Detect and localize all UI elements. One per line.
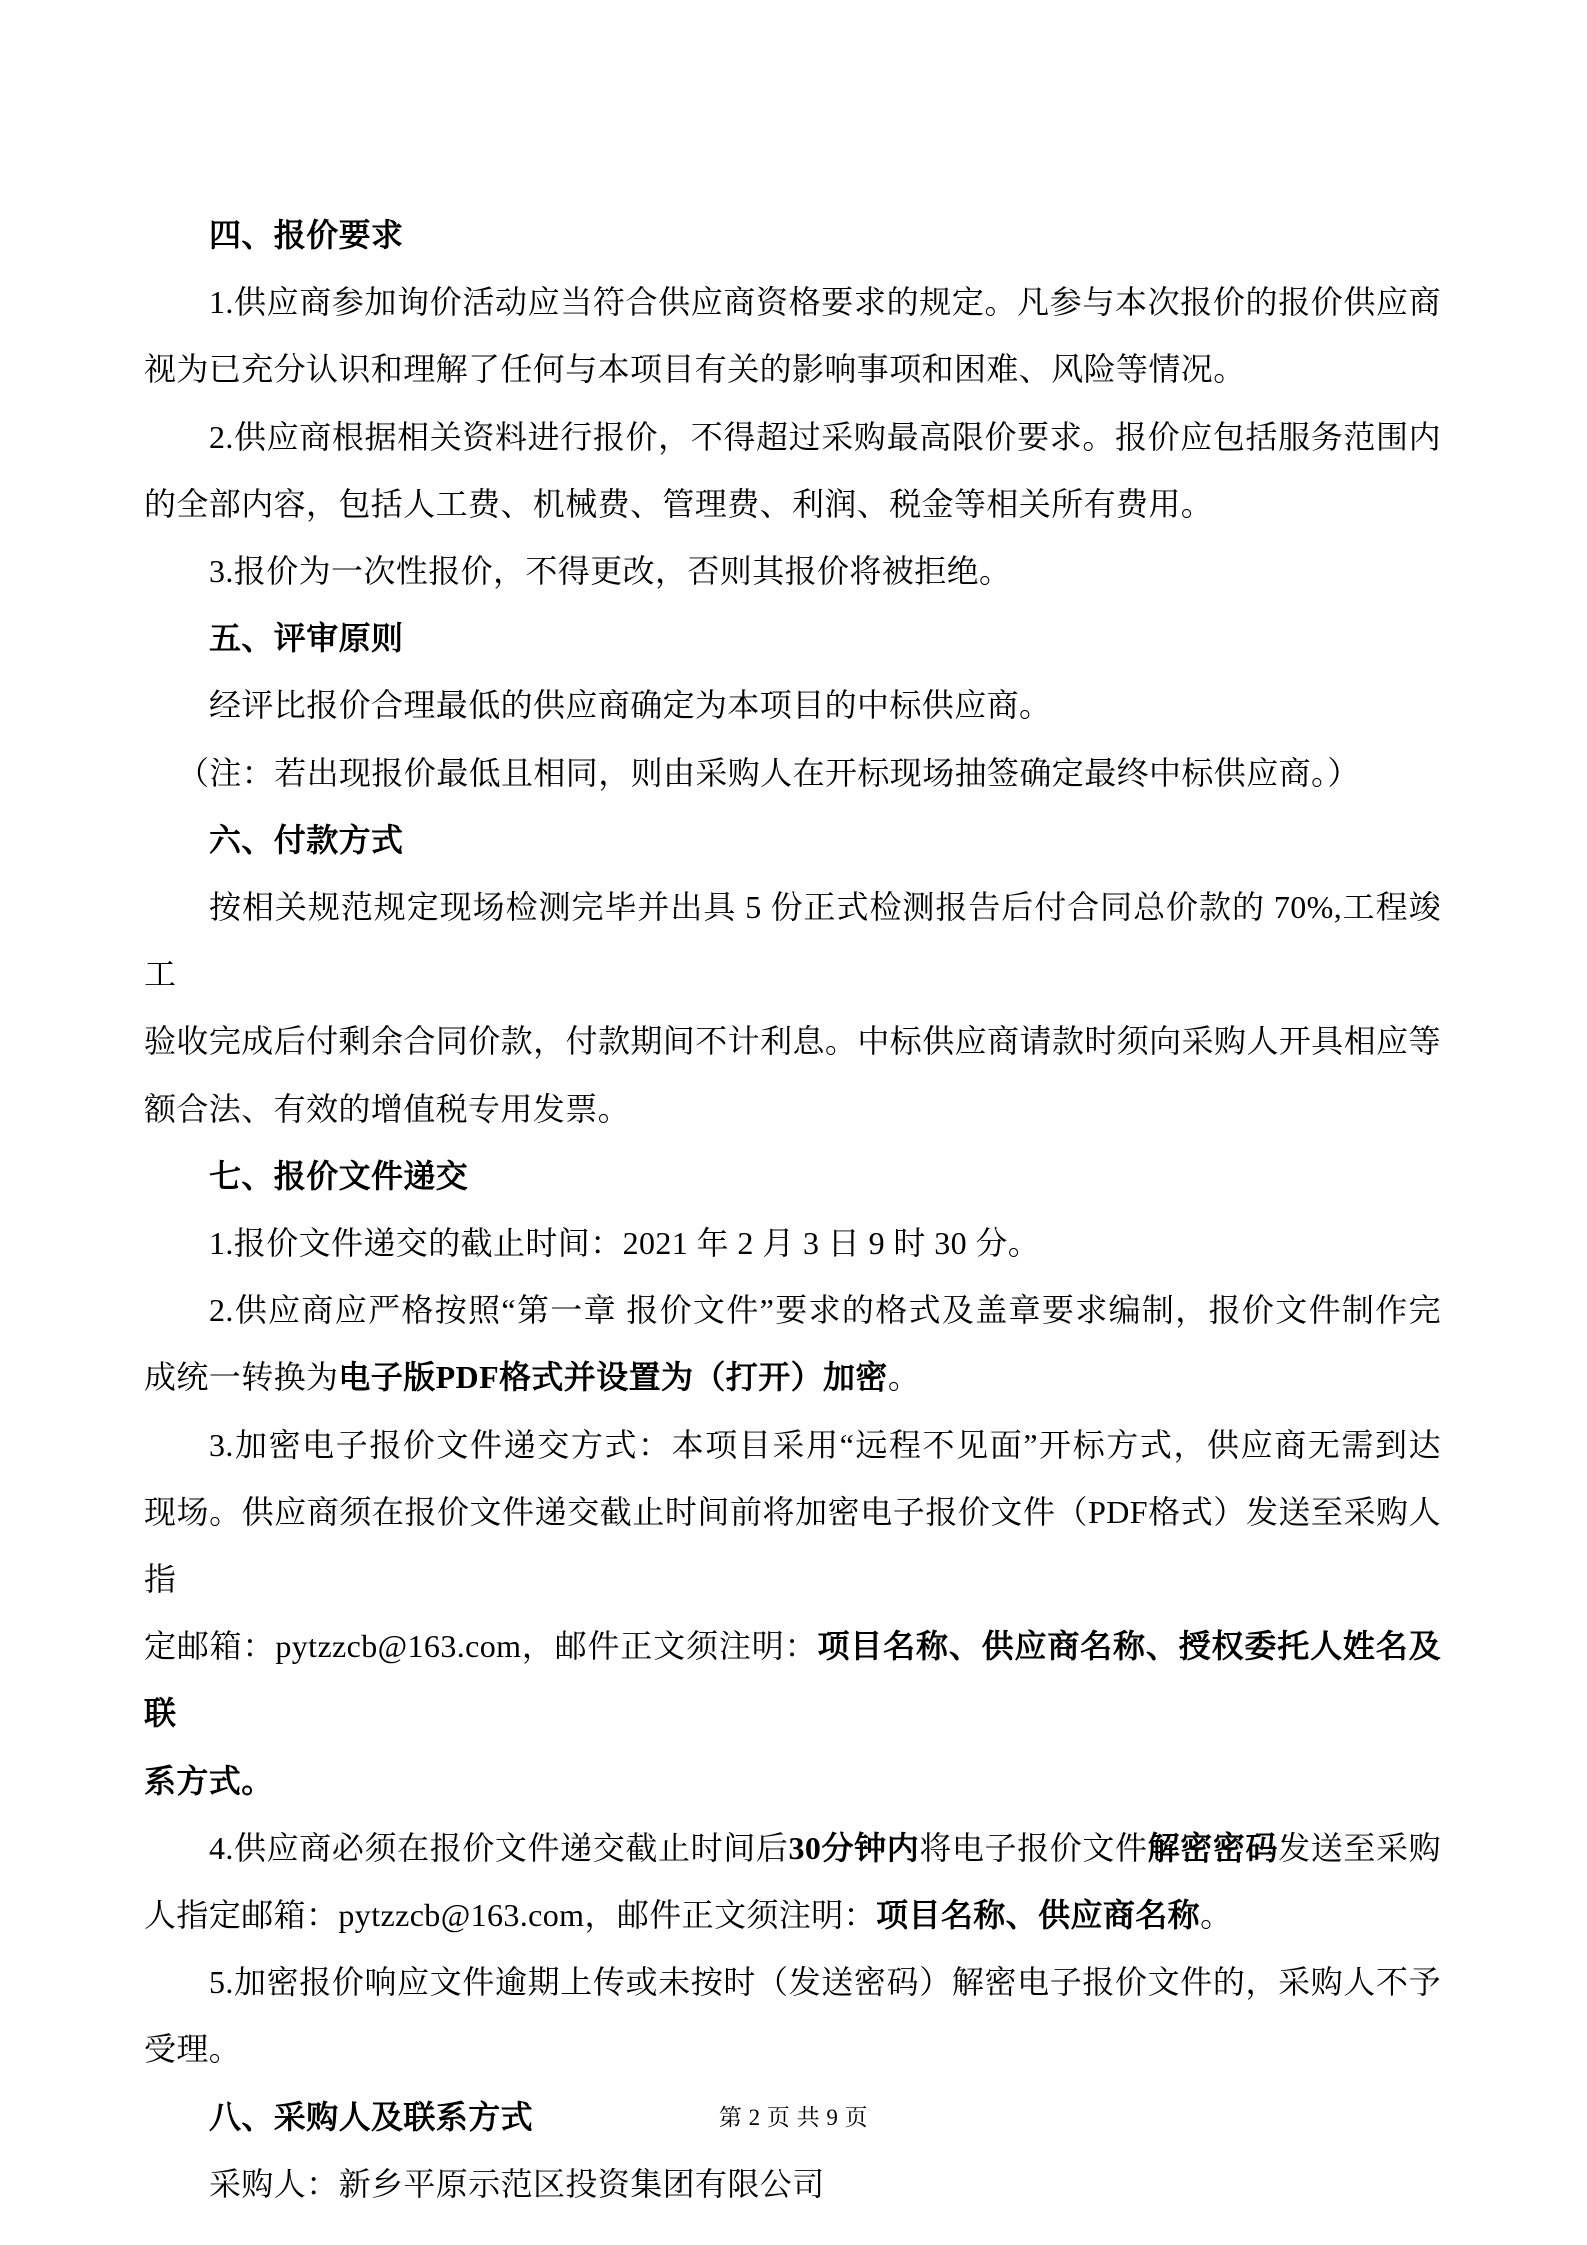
- text-run: 人指定邮箱：pytzzcb@163.com，邮件正文须注明：: [144, 1897, 877, 1934]
- text-line: [144, 2151, 1441, 2218]
- text-run: 将电子报价文件: [919, 1829, 1148, 1866]
- document-body: [144, 202, 1441, 2218]
- text-line: [144, 672, 1441, 739]
- text-run: 2.供应商应严格按照“第一章 报价文件”要求的格式及盖章要求编制，报价文件制作完: [209, 1292, 1441, 1329]
- paragraph: [144, 1277, 1441, 1411]
- text-run: 3.加密电子报价文件递交方式：本项目采用“远程不见面”开标方式，供应商无需到达: [209, 1426, 1441, 1463]
- text-line: [144, 2016, 1441, 2083]
- document-section: [144, 1143, 1441, 2084]
- document-section: [144, 807, 1441, 1143]
- text-line: [144, 1882, 1441, 1949]
- text-run: 成统一转换为: [144, 1359, 339, 1396]
- paragraph: [144, 1815, 1441, 1949]
- text-line: [144, 1344, 1441, 1411]
- text-run: 。: [887, 1359, 921, 1396]
- text-run: 。: [1200, 1897, 1233, 1934]
- text-line: [144, 874, 1441, 1008]
- text-line: [144, 1076, 1441, 1143]
- text-line: [144, 404, 1441, 471]
- text-run: 定邮箱：pytzzcb@163.com，邮件正文须注明：: [144, 1628, 818, 1665]
- text-line: [144, 1949, 1441, 2016]
- text-line: [144, 1479, 1441, 1613]
- text-run: 发送至采购: [1278, 1829, 1441, 1866]
- text-line: [144, 269, 1441, 336]
- text-run: 4.供应商必须在报价文件递交截止时间后: [209, 1829, 789, 1866]
- text-run: 验收完成后付剩余合同价款，付款期间不计利息。中标供应商请款时须向采购人开具相应等: [144, 1023, 1441, 1060]
- text-line: [144, 471, 1441, 538]
- text-run: 5.加密报价响应文件逾期上传或未按时（发送密码）解密电子报价文件的，采购人不予: [209, 1964, 1441, 2001]
- text-run: 受理。: [144, 2031, 242, 2068]
- text-line: [144, 1815, 1441, 1882]
- text-line: [144, 336, 1441, 403]
- bold-text-run: 解密密码: [1147, 1829, 1279, 1866]
- text-run: 1.报价文件递交的截止时间：2021 年 2 月 3 日 9 时 30 分。: [209, 1225, 1041, 1262]
- paragraph: [144, 269, 1441, 403]
- section-heading: 四、报价要求: [209, 217, 404, 253]
- paragraph: [144, 538, 1441, 605]
- paragraph: [144, 1949, 1441, 2083]
- document-section: [144, 202, 1441, 605]
- bold-text-run: 项目名称、供应商名称: [876, 1897, 1201, 1934]
- text-line: [144, 1748, 1441, 1815]
- paragraph: [144, 740, 1441, 807]
- text-line: [144, 1412, 1441, 1479]
- bold-text-run: 系方式。: [144, 1762, 274, 1799]
- text-run: 采购人：新乡平原示范区投资集团有限公司: [209, 2165, 825, 2202]
- text-line: [144, 740, 1441, 807]
- text-line: [144, 1277, 1441, 1344]
- text-run: 现场。供应商须在报价文件递交截止时间前将加密电子报价文件（PDF格式）发送至采购人指: [144, 1493, 1441, 1598]
- section-heading: 七、报价文件递交: [209, 1157, 469, 1194]
- text-run: 经评比报价合理最低的供应商确定为本项目的中标供应商。: [209, 687, 1052, 724]
- text-run: 的全部内容，包括人工费、机械费、管理费、利润、税金等相关所有费用。: [144, 485, 1214, 522]
- paragraph: [144, 672, 1441, 739]
- text-run: 2.供应商根据相关资料进行报价，不得超过采购最高限价要求。报价应包括服务范围内: [209, 418, 1441, 455]
- bold-text-run: 30分钟内: [788, 1829, 920, 1866]
- paragraph: [144, 2151, 1441, 2218]
- paragraph: [144, 874, 1441, 1143]
- page-footer: 第 2 页 共 9 页: [718, 2105, 869, 2130]
- text-run: 按相关规范规定现场检测完毕并出具 5 份正式检测报告后付合同总价款的 70%,工程竣工: [144, 889, 1441, 993]
- bold-text-run: 电子版PDF格式并设置为（打开）加密: [338, 1359, 888, 1396]
- document-section: [144, 605, 1441, 807]
- section-heading: 六、付款方式: [209, 821, 404, 858]
- text-line: [144, 1613, 1441, 1747]
- section-heading: 五、评审原则: [209, 620, 404, 657]
- text-line: [144, 1210, 1441, 1277]
- text-run: 额合法、有效的增值税专用发票。: [144, 1090, 631, 1127]
- text-line: [144, 538, 1441, 605]
- paragraph: [144, 1412, 1441, 1815]
- paragraph: [144, 404, 1441, 538]
- paragraph: [144, 1210, 1441, 1277]
- text-run: 3.报价为一次性报价，不得更改，否则其报价将被拒绝。: [209, 553, 1012, 590]
- bold-text-run: 项目名称、供应商名称、授权委托人姓名及联: [144, 1628, 1441, 1732]
- text-run: （注：若出现报价最低且相同，则由采购人在开标现场抽签确定最终中标供应商。）: [177, 754, 1360, 791]
- text-line: [144, 1008, 1441, 1075]
- text-run: 视为已充分认识和理解了任何与本项目有关的影响事项和困难、风险等情况。: [144, 351, 1246, 388]
- text-run: 1.供应商参加询价活动应当符合供应商资格要求的规定。凡参与本次报价的报价供应商: [209, 284, 1441, 321]
- section-heading: 八、采购人及联系方式: [209, 2098, 534, 2135]
